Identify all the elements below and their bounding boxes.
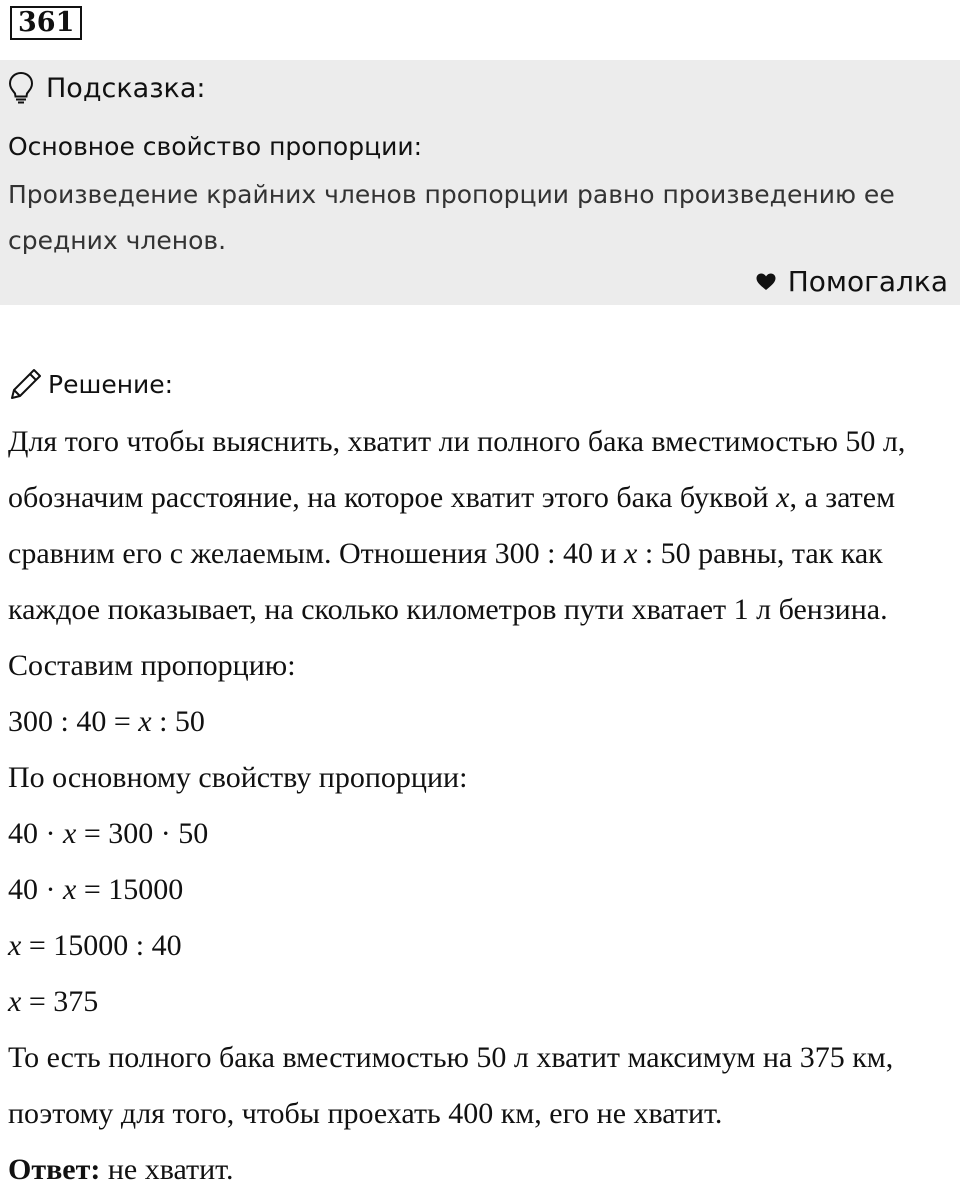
pencil-icon (8, 366, 44, 402)
hint-header (8, 70, 206, 106)
variable-x: x (8, 985, 22, 1018)
variable-x: x (8, 929, 22, 962)
solution-paragraph: Для того чтобы выяснить, хватит ли полного бака вместимостью 50 л, обозначим расстояние, на которое хватит этого бака буквой x, а затем сравним его с желаемым. Отношения 300 : 40 и x : 50 равны, так как каждое показывает, на сколько километров пути хватает 1 л бензина. Составим пропорцию: (8, 425, 906, 682)
answer-label: Ответ: (8, 1153, 101, 1186)
variable-x: x (624, 537, 638, 570)
variable-x: x (63, 817, 77, 850)
heart-icon (756, 273, 776, 291)
solution-label: Решение: (48, 369, 174, 399)
hint-label: Подсказка: (46, 72, 206, 104)
conclusion-paragraph: То есть полного бака вместимостью 50 л хватит максимум на 375 км, поэтому для того, чтобы проехать 400 км, его не хватит. (8, 1041, 894, 1130)
property-line: По основному свойству пропорции: (8, 761, 468, 794)
variable-x: x (63, 873, 77, 906)
brand-text: Помогалка (787, 265, 948, 298)
equation-line: 40 · x = 300 · 50 (8, 817, 209, 850)
answer-text: не хватит. (107, 1153, 234, 1186)
equation-line: x = 15000 : 40 (8, 929, 182, 962)
proportion-line: 300 : 40 = x : 50 (8, 705, 205, 738)
hint-title: Основное свойство пропорции: (8, 132, 423, 161)
hint-text: Произведение крайних членов пропорции равно произведению ее средних членов. (8, 180, 895, 255)
lightbulb-icon (8, 71, 34, 105)
brand-label (756, 265, 948, 298)
hint-panel (0, 60, 960, 305)
answer-line (8, 1142, 954, 1198)
variable-x: x (138, 705, 152, 738)
solution-header (8, 366, 173, 402)
equation-line: 40 · x = 15000 (8, 873, 184, 906)
task-number: 361 (10, 6, 82, 40)
variable-x: x (776, 481, 790, 514)
equation-line: x = 375 (8, 985, 99, 1018)
solution-body (8, 414, 954, 1198)
